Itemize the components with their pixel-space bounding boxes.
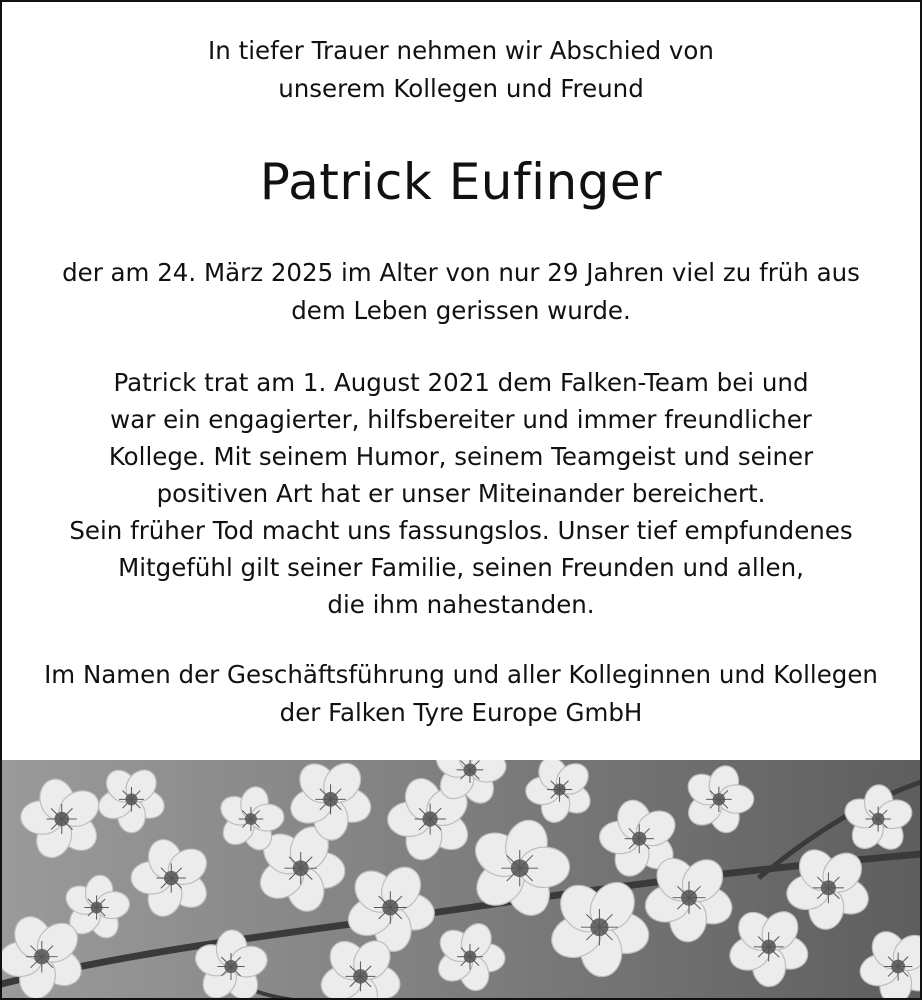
- tribute-line: positiven Art hat er unser Miteinander bereichert.: [156, 479, 766, 508]
- tribute-line: Kollege. Mit seinem Humor, seinem Teamgeist und seiner: [108, 442, 814, 471]
- death-line-2: dem Leben gerissen wurde.: [291, 296, 631, 325]
- tribute-line: Mitgefühl gilt seiner Familie, seinen Freunden und allen,: [118, 553, 804, 582]
- tribute-line: die ihm nahestanden.: [327, 590, 595, 619]
- tribute-line: Patrick trat am 1. August 2021 dem Falken-Team bei und: [113, 368, 809, 397]
- signature-text: [2, 656, 920, 732]
- cherry-blossom-image: [2, 760, 920, 998]
- intro-line-1: In tiefer Trauer nehmen wir Abschied von: [208, 36, 714, 65]
- intro-text: [2, 32, 920, 108]
- death-notice-text: [2, 254, 920, 330]
- signature-line-2: der Falken Tyre Europe GmbH: [279, 698, 643, 727]
- tribute-line: war ein engagierter, hilfsbereiter und immer freundlicher: [110, 405, 812, 434]
- tribute-line: Sein früher Tod macht uns fassungslos. Unser tief empfundenes: [69, 516, 853, 545]
- tribute-text: [2, 364, 920, 623]
- intro-line-2: unserem Kollegen und Freund: [278, 74, 644, 103]
- death-line-1: der am 24. März 2025 im Alter von nur 29 Jahren viel zu früh aus: [62, 258, 860, 287]
- signature-line-1: Im Namen der Geschäftsführung und aller Kolleginnen und Kollegen: [44, 660, 878, 689]
- cherry-blossom-photo: [2, 760, 920, 998]
- deceased-name: Patrick Eufinger: [259, 153, 663, 211]
